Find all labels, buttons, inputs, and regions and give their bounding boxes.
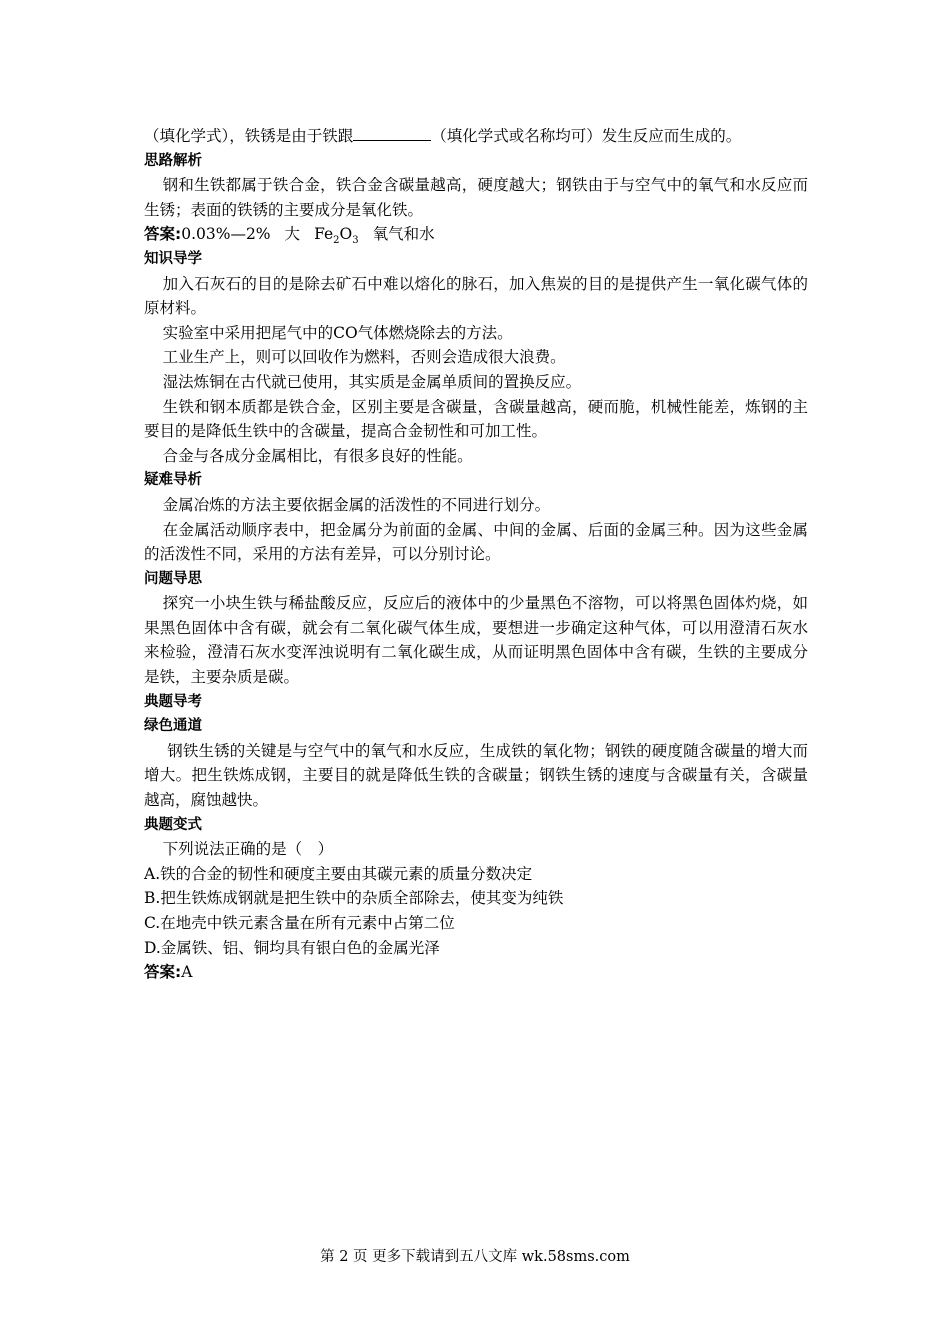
section-heading-question-thinking: 问题导思 (144, 570, 202, 587)
option-d: D.金属铁、铝、铜均具有银白色的金属光泽 (144, 938, 440, 957)
knowledge-paragraph: 湿法炼铜在古代就已使用，其实质是金属单质间的置换反应。 (162, 372, 582, 391)
answer-value-reactants: 氧气和水 (372, 225, 435, 244)
knowledge-paragraph: 合金与各成分金属相比，有很多良好的性能。 (162, 446, 473, 465)
answer-label: 答案: (144, 225, 182, 244)
knowledge-paragraph: 实验室中采用把尾气中的CO气体燃烧除去的方法。 (162, 323, 513, 342)
continuation-line (144, 124, 808, 149)
knowledge-paragraph: 生铁和钢本质都是铁合金，区别主要是含碳量，含碳量越高，硬而脆，机械性能差，炼钢的主要目的是降低生铁中的含碳量，提高合金韧性和可加工性。 (144, 397, 808, 441)
option-a: A.铁的合金的韧性和硬度主要由其碳元素的质量分数决定 (144, 864, 533, 883)
section-heading-variant: 典题变式 (144, 816, 202, 833)
answer-value-range: 0.03%—2% (181, 225, 271, 244)
page-footer: 第 2 页 更多下载请到五八文库 wk.58sms.com (320, 1249, 630, 1265)
answer-blank (353, 125, 431, 141)
difficulty-paragraph: 金属冶炼的方法主要依据金属的活泼性的不同进行划分。 (162, 495, 551, 514)
answer-formula: $Fe_2O_3$ (314, 225, 359, 247)
question-thinking-paragraph: 探究一小块生铁与稀盐酸反应，反应后的液体中的少量黑色不溶物，可以将黑色固体灼烧，如果黑色固体中含有碳，就会有二氧化碳气体生成，要想进一步确定这种气体，可以用澄清石灰水来检验，澄清石灰水变浑浊说明有二氧化碳生成，从而证明黑色固体中含有碳，生铁的主要成分是铁，主要杂质是碳。 (144, 594, 808, 687)
section-heading-typical-exam: 典题导考 (144, 693, 202, 710)
option-c: C.在地壳中铁元素含量在所有元素中占第二位 (144, 914, 455, 932)
fill-blank-prompt-end: （填化学式或名称均可）发生反应而生成的。 (431, 127, 742, 145)
option-b: B.把生铁炼成钢就是把生铁中的杂质全部除去，使其变为纯铁 (144, 889, 564, 908)
difficulty-paragraph: 在金属活动顺序表中，把金属分为前面的金属、中间的金属、后面的金属三种。因为这些金属的活泼性不同，采用的方法有差异，可以分别讨论。 (144, 520, 808, 564)
fill-blank-prompt: （填化学式），铁锈是由于铁跟 (144, 127, 354, 145)
section-heading-green-channel: 绿色通道 (144, 718, 202, 735)
knowledge-paragraph: 加入石灰石的目的是除去矿石中难以熔化的脉石，加入焦炭的目的是提供产生一氧化碳气体的原材料。 (144, 274, 808, 318)
final-answer-line (144, 960, 808, 985)
document-body (144, 124, 808, 985)
answer-line (144, 222, 808, 247)
section-heading-difficulty: 疑难导析 (144, 472, 202, 489)
section-heading-knowledge: 知识导学 (144, 250, 202, 267)
knowledge-paragraph: 工业生产上，则可以回收作为燃料，否则会造成很大浪费。 (162, 348, 566, 367)
answer-value: A (181, 963, 193, 982)
answer-label: 答案: (144, 963, 182, 982)
variant-question: 下列说法正确的是（ ） (162, 840, 334, 859)
section-heading-analysis: 思路解析 (144, 152, 202, 169)
answer-value-hardness: 大 (284, 225, 301, 244)
analysis-paragraph: 钢和生铁都属于铁合金，铁合金含碳量越高，硬度越大；钢铁由于与空气中的氧气和水反应而生锈；表面的铁锈的主要成分是氧化铁。 (144, 176, 808, 219)
green-channel-paragraph: 钢铁生锈的关键是与空气中的氧气和水反应，生成铁的氧化物；钢铁的硬度随含碳量的增大而增大。把生铁炼成钢，主要目的就是降低生铁的含碳量；钢铁生锈的速度与含碳量有关，含碳量越高，腐蚀越快。 (144, 741, 808, 810)
